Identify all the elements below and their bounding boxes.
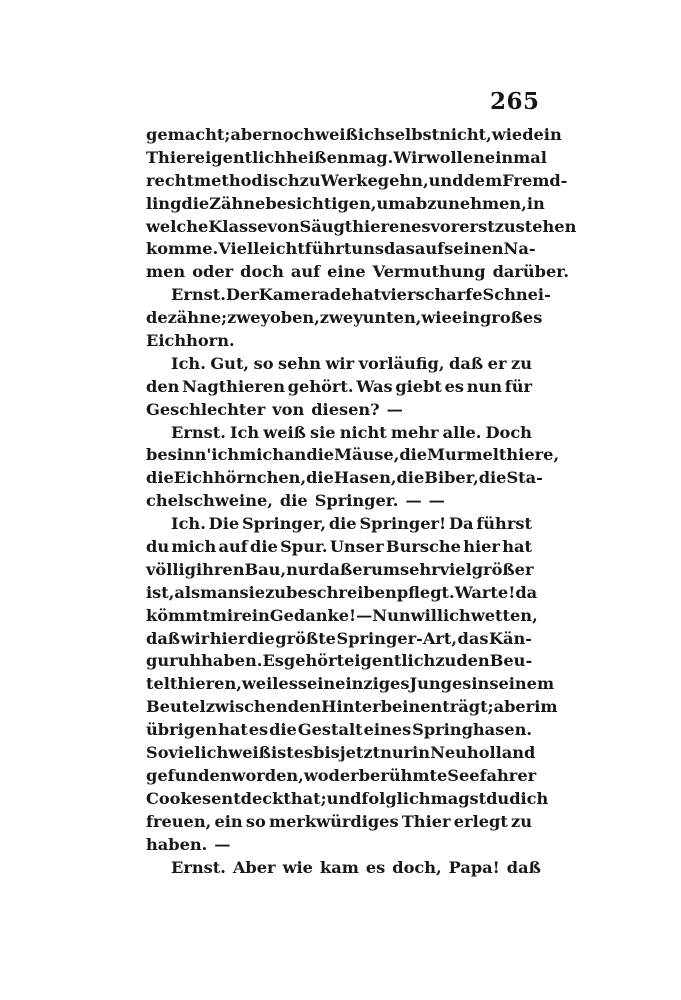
paragraph	[146, 124, 577, 284]
text-line: Ernst. Ich weiß sie nicht mehr alle. Doch	[171, 422, 532, 442]
paragraph	[146, 284, 551, 353]
paragraph	[146, 513, 558, 856]
text-line: du mich auf die Spur. Unser Bursche hier hat	[146, 537, 532, 557]
text-line: men oder doch auf eine Vermuthung darüber.	[146, 262, 569, 282]
page-number: 265	[490, 88, 540, 115]
text-line: Ernst. Der Kamerade hat vier scharfe Schnei-	[171, 285, 551, 305]
text-line: Ernst. Aber wie kam es doch, Papa! daß	[171, 857, 541, 877]
text-line: recht methodisch zu Werke gehn, und dem Fremd-	[146, 170, 568, 190]
text-line: ist, als man sie zu beschreiben pflegt. Warte! da	[146, 582, 538, 602]
text-line: Geschlechter von diesen? —	[146, 399, 403, 419]
text-line: chelschweine, die Springer. — —	[146, 491, 445, 511]
paragraph	[146, 857, 541, 880]
paragraph	[146, 353, 532, 422]
text-line: guruh haben. Es gehört eigentlich zu den Beu-	[146, 651, 533, 671]
text-line: Ich. Die Springer, die Springer! Da führst	[171, 514, 532, 534]
paragraph	[146, 422, 560, 514]
text-line: telthieren, weil es sein einziges Junges in seinem	[146, 674, 555, 694]
text-line: freuen, ein so merkwürdiges Thier erlegt zu	[146, 811, 532, 831]
text-line: haben. —	[146, 834, 231, 854]
text-line: besinn' ich mich an die Mäuse, die Murmelthiere,	[146, 445, 560, 465]
text-line: kömmt mir ein Gedanke! — Nun will ich wetten,	[146, 605, 538, 625]
text-line: So viel ich weiß ist es bis jetzt nur in Neuholland	[146, 743, 536, 763]
text-line: Ich. Gut, so sehn wir vorläufig, daß er zu	[171, 353, 532, 373]
text-line: gefunden worden, wo der berühmte Seefahrer	[146, 765, 537, 785]
text-line: dezähne; zwey oben, zwey unten, wie ein großes	[146, 308, 543, 328]
text-line: Thier eigentlich heißen mag. Wir wollen einmal	[146, 147, 547, 167]
text-line: welche Klasse von Säugthieren es vorerst zu stehen	[146, 216, 577, 236]
text-line: gemacht; aber noch weiß ich selbst nicht, wie dein	[146, 125, 562, 144]
text-line: völlig ihren Bau, nur daß er um sehr viel größer	[146, 559, 534, 579]
text-line: Beutel zwischen den Hinterbeinen trägt; aber im	[146, 697, 558, 717]
text-line: komme. Vielleicht führt uns das auf seinen Na-	[146, 239, 536, 259]
text-line: ling die Zähne besichtigen, um abzunehmen, in	[146, 193, 545, 213]
text-line: den Nagthieren gehört. Was giebt es nun für	[146, 376, 532, 396]
body-text	[146, 124, 577, 879]
text-line: Cook es entdeckt hat; und folglich magst du dich	[146, 788, 549, 808]
text-line: die Eichhörnchen, die Hasen, die Biber, die Sta-	[146, 468, 543, 488]
text-line: übrigen hat es die Gestalt eines Springhasen.	[146, 720, 532, 740]
text-line: daß wir hier die größte Springer-Art, das Kän-	[146, 628, 532, 648]
text-line: Eichhorn.	[146, 331, 235, 351]
